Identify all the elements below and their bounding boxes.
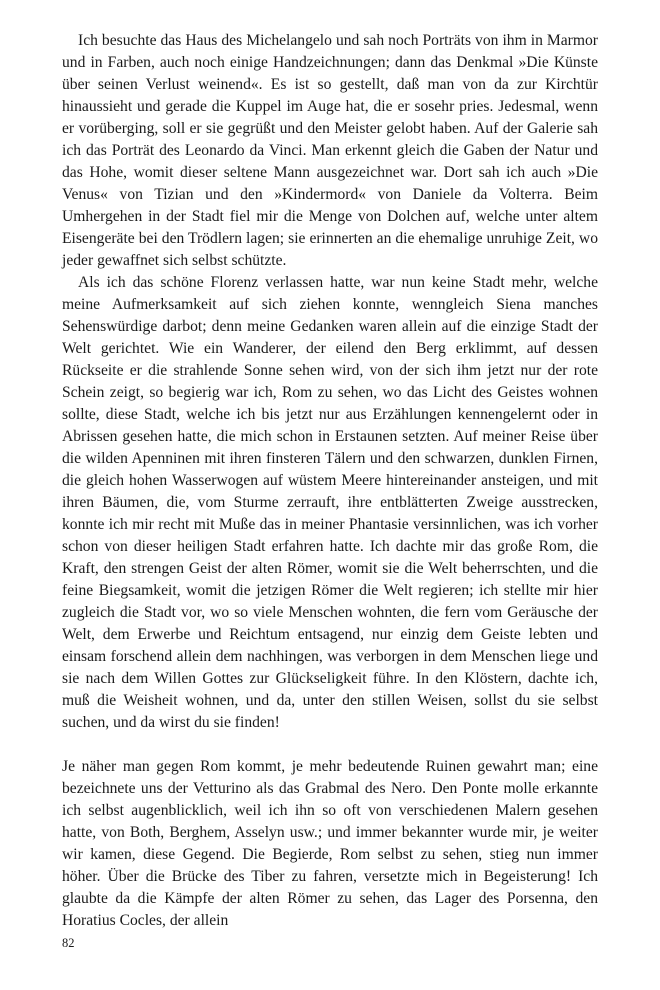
paragraph-approach-rome: Je näher man gegen Rom kommt, je mehr bedeutende Ruinen gewahrt man; eine bezeichnete uns der Vetturino als das Grabmal des Nero. Den Ponte molle erkannte ich selbst augenblicklich, weil ich ihn so oft von verschiedenen Malern gesehen hatte, von Both, Berghem, Asselyn usw.; und immer bekannter wurde mir, je weiter wir kamen, diese Gegend. Die Begierde, Rom selbst zu sehen, stieg nun immer höher. Über die Brücke des Tiber zu fahren, versetzte mich in Begeisterung! Ich glaubte da die Kämpfe der alten Römer zu sehen, das Lager des Porsenna, den Horatius Cocles, der allein [62,758,598,929]
page-body [62,30,598,932]
page-number: 82 [62,936,75,950]
paragraph-journey-to-rome: Als ich das schöne Florenz verlassen hatte, war nun keine Stadt mehr, welche meine Aufmerksamkeit auf sich ziehen konnte, wenngleich Siena manches Sehenswürdige darbot; denn meine Gedanken waren allein auf die einzige Stadt der Welt gerichtet. Wie ein Wanderer, der eilend den Berg erklimmt, auf dessen Rückseite er die strahlende Sonne sehen wird, von der sich ihm jetzt nur der rote Schein zeigt, so begierig war ich, Rom zu sehen, wo das Licht des Geistes wohnen sollte, diese Stadt, welche ich bis jetzt nur aus Erzählungen kennengelernt oder in Abrissen gesehen hatte, die mich schon in Erstaunen setzten. Auf meiner Reise über die wilden Apenninen mit ihren finsteren Tälern und den schwarzen, dunklen Firnen, die gleich hohen Wasserwogen auf wüstem Meere hintereinander ansteigen, und mit ihren Bäumen, die, vom Sturme zerrauft, ihre entblätterten Zweige ausstrecken, konnte ich mir recht mit Muße das in meiner Phantasie versinnlichen, was ich vorher schon von dieser heiligen Stadt erfahren hatte. Ich dachte mir das große Rom, die Kraft, den strengen Geist der alten Römer, womit sie die Welt beherrschten, und die feine Biegsamkeit, womit die jetzigen Römer die Welt regieren; ich stellte mir hier zugleich die Stadt vor, wo so viele Menschen wohnten, die fern vom Geräusche der Welt, dem Erwerbe und Reichtum entsagend, nur einzig dem Geiste lebten und einsam forschend allein dem nachhingen, was verborgen in dem Menschen liege und sie nach dem Willen Gottes zur Glückseligkeit führe. In den Klöstern, dachte ich, muß die Weisheit wohnen, und da, unter den stillen Weisen, sollst du sie selbst suchen, und da wirst du sie finden! [62,274,598,731]
paragraph-michelangelo-house: Ich besuchte das Haus des Michelangelo und sah noch Porträts von ihm in Marmor und in Farben, auch noch einige Handzeichnungen; dann das Denkmal »Die Künste über seinen Verlust weinend«. Es ist so gestellt, daß man von da zur Kirchtür hinaussieht und gerade die Kuppel im Auge hat, die er sosehr pries. Jedesmal, wenn er vorüberging, soll er sie gegrüßt und den Meister gelobt haben. Auf der Galerie sah ich das Porträt des Leonardo da Vinci. Man erkennt gleich die Gaben der Natur und das Hohe, womit dieser seltene Mann ausgezeichnet war. Dort sah ich auch »Die Venus« von Tizian und den »Kindermord« von Daniele da Volterra. Beim Umhergehen in der Stadt fiel mir die Menge von Dolchen auf, welche unter altem Eisengeräte bei den Trödlern lagen; sie erinnerten an die ehemalige unruhige Zeit, wo jeder gewaffnet sich selbst schützte. [62,32,598,269]
